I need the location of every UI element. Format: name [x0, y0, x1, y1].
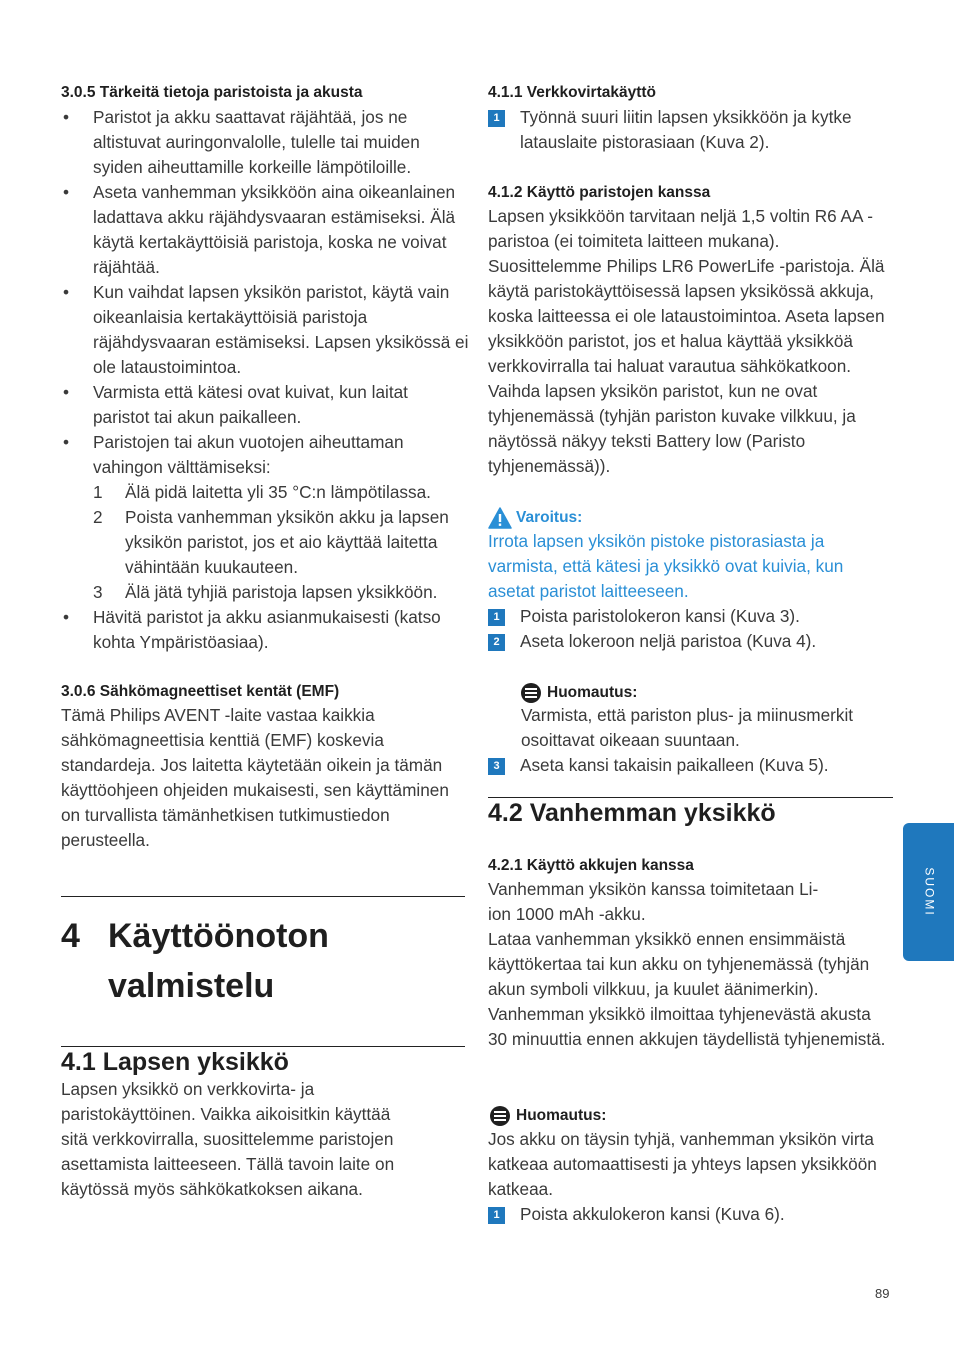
section-heading-3-0-6: 3.0.6 Sähkömagneettiset kentät (EMF) [61, 683, 340, 700]
numbered-sublist [93, 480, 469, 605]
note-text: Varmista, että pariston plus- ja miinusmerkit osoittavat oikeaan suuntaan. [521, 705, 854, 750]
step-number-badge: 1 [488, 609, 505, 626]
step-text: Poista akkulokeron kansi (Kuva 6). [520, 1204, 785, 1224]
list-item: • Hävitä paristot ja akku asianmukaisesti (katso kohta Ympäristöasiaa). [61, 605, 469, 655]
list-item: • Paristot ja akku saattavat räjähtää, jos ne altistuvat auringonvalolle, tulelle tai muiden syiden aiheuttamille korkeille lämpötiloille. [61, 105, 469, 180]
note-heading [490, 1103, 894, 1128]
sublist-item [93, 505, 469, 580]
chapter-title [61, 911, 465, 1011]
note-icon [521, 683, 541, 703]
section-4-2-1-paragraph-1: Vanhemman yksikön kanssa toimitetaan Li-ion 1000 mAh -akku. [488, 879, 819, 924]
chapter-number: 4 [61, 917, 80, 955]
emf-paragraph: Tämä Philips AVENT -laite vastaa kaikkia sähkömagneettisia kenttiä (EMF) koskevia standardeja. Jos laitetta käytetään oikein ja tämän käyttöohjeen ohjeiden mukaisesti, sen käyttäminen on turvallista tämänhetkisen tutkimustiedon perusteella. [61, 705, 449, 850]
step-item [488, 753, 894, 778]
step-text: Aseta lokeroon neljä paristoa (Kuva 4). [520, 631, 817, 651]
warning-triangle-icon [488, 507, 512, 529]
warning-label: Varoitus: [516, 509, 583, 526]
note-heading [521, 680, 894, 705]
section-4-2-1-paragraph-2: Lataa vanhemman yksikkö ennen ensimmäistä käyttökertaa tai kun akku on tyhjenemässä (tyhjän akun symboli vilkkuu, ja kuulet äänimerkin). Vanhemman yksikkö ilmoittaa tyhjenevästä akusta 30 minuuttia ennen akkujen täydellistä tyhjenemistä. [488, 929, 886, 1049]
chapter-divider [61, 896, 465, 897]
chapter-title-line-2: valmistelu [108, 967, 275, 1005]
battery-safety-list [61, 105, 469, 655]
sublist-text: Älä pidä laitetta yli 35 °C:n lämpötilassa. [125, 482, 431, 502]
section-4-1-2-paragraph: Lapsen yksikköön tarvitaan neljä 1,5 voltin R6 AA -paristoa (ei toimiteta laitteen mukana). Suosittelemme Philips LR6 PowerLife -paristoja. Älä käytä paristokäyttöisessä lapsen yksikössä akkuja, koska laitteessa ei ole lataustoimintoa. Aseta lapsen yksikköön paristot, jos et halua käyttää yksikköä verkkovirralla tai haluat varautua sähkökatkoon. Vaihda lapsen yksikön paristot, kun ne ovat tyhjenemässä (tyhjän pariston kuvake vilkkuu, ja näytössä näkyy teksti Battery low (Paristo tyhjenemässä)). [488, 206, 885, 476]
step-item [488, 1202, 894, 1227]
section-heading-4-1-2: 4.1.2 Käyttö paristojen kanssa [488, 184, 711, 201]
sublist-text: Poista vanhemman yksikön akku ja lapsen yksikön paristot, jos et aio käyttää laitetta vähintään kuukauteen. [125, 507, 449, 577]
section-heading-3-0-5: 3.0.5 Tärkeitä tietoja paristoista ja akusta [61, 84, 363, 101]
sublist-number: 2 [93, 507, 103, 527]
note-text: Jos akku on täysin tyhjä, vanhemman yksikön virta katkeaa automaattisesti ja yhteys lapsen yksikköön katkeaa. [488, 1129, 877, 1199]
note-icon [490, 1106, 510, 1126]
list-item [61, 430, 469, 605]
note-label: Huomautus: [516, 1107, 607, 1124]
step-item [488, 604, 894, 629]
language-side-tab [903, 823, 954, 961]
section-heading-4-1: 4.1 Lapsen yksikkö [61, 1048, 289, 1076]
sublist-text: Älä jätä tyhjiä paristoja lapsen yksikköön. [125, 582, 438, 602]
warning-text: Irrota lapsen yksikön pistoke pistorasiasta ja varmista, että kätesi ja yksikkö ovat kuivia, kun asetat paristot laitteeseen. [488, 531, 844, 601]
page-number: 89 [875, 1286, 890, 1301]
list-item-text: Paristojen tai akun vuotojen aiheuttaman vahingon välttämiseksi: [93, 432, 404, 477]
section-heading-4-1-1: 4.1.1 Verkkovirtakäyttö [488, 84, 657, 101]
warning-heading [488, 505, 894, 530]
list-item: • Varmista että kätesi ovat kuivat, kun laitat paristot tai akun paikalleen. [61, 380, 469, 430]
step-item [488, 105, 894, 155]
step-number-badge: 3 [488, 758, 505, 775]
language-label: SUOMI [922, 867, 936, 917]
section-heading-4-2-1: 4.2.1 Käyttö akkujen kanssa [488, 857, 694, 874]
note-label: Huomautus: [547, 684, 638, 701]
step-number-badge: 1 [488, 110, 505, 127]
step-text: Poista paristolokeron kansi (Kuva 3). [520, 606, 800, 626]
list-item: • Kun vaihdat lapsen yksikön paristot, käytä vain oikeanlaisia kertakäyttöisiä paristoja räjähdysvaaran estämiseksi. Lapsen yksikössä ei ole lataustoimintoa. [61, 280, 469, 380]
step-text: Aseta kansi takaisin paikalleen (Kuva 5). [520, 755, 829, 775]
sublist-item [93, 480, 469, 505]
sublist-item [93, 580, 469, 605]
step-number-badge: 2 [488, 634, 505, 651]
step-text: Työnnä suuri liitin lapsen yksikköön ja kytke latauslaite pistorasiaan (Kuva 2). [520, 107, 852, 152]
section-4-1-paragraph: Lapsen yksikkö on verkkovirta- ja paristokäyttöinen. Vaikka aikoisitkin käyttää sitä verkkovirralla, suosittelemme paristojen asettamista laitteeseen. Tällä tavoin laite on käytössä myös sähkökatkoksen aikana. [61, 1079, 395, 1199]
sublist-number: 1 [93, 482, 103, 502]
chapter-title-line-1: Käyttöönoton [108, 917, 329, 955]
list-item: • Aseta vanhemman yksikköön aina oikeanlainen ladattava akku räjähdysvaaran estämiseksi. Älä käytä kertakäyttöisiä paristoja, koska ne voivat räjähtää. [61, 180, 469, 280]
section-heading-4-2: 4.2 Vanhemman yksikkö [488, 799, 776, 827]
sublist-number: 3 [93, 582, 103, 602]
step-number-badge: 1 [488, 1207, 505, 1224]
step-item [488, 629, 894, 654]
